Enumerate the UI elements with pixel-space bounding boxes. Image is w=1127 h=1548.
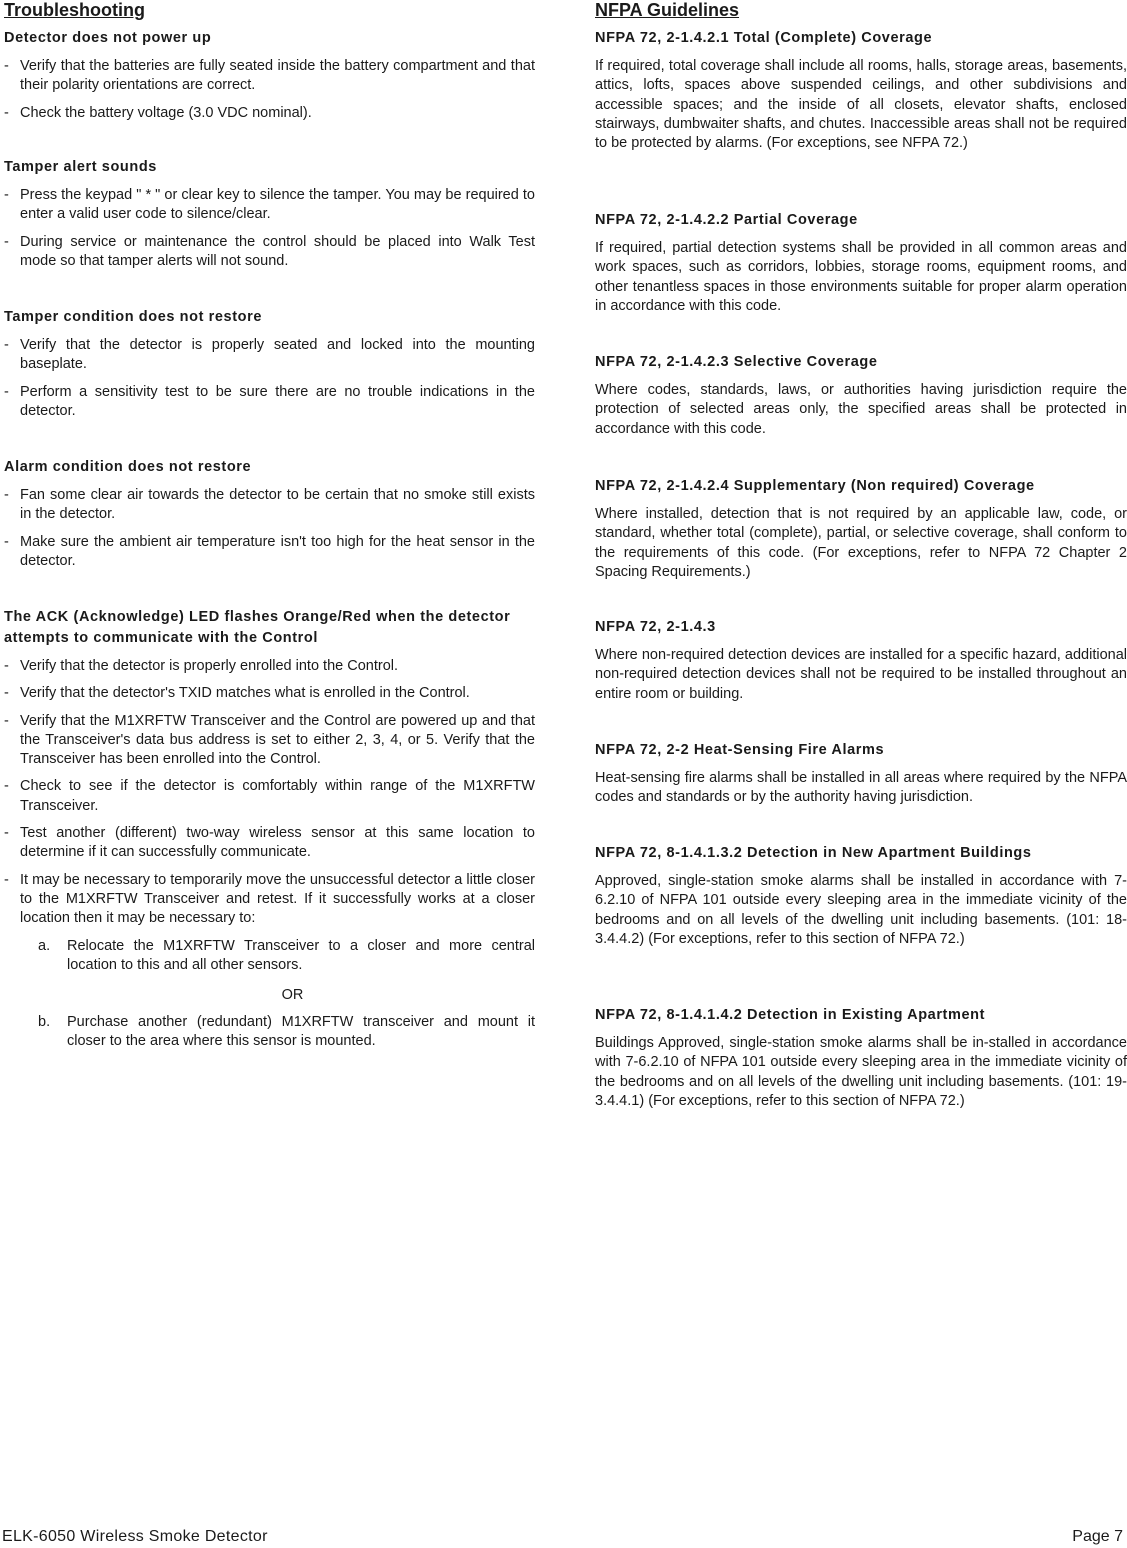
bullet-list <box>4 486 535 571</box>
section-heading: NFPA 72, 2-1.4.2.2 Partial Coverage <box>595 212 858 228</box>
or-separator: OR <box>281 987 304 1004</box>
list-item: - Check to see if the detector is comfortably within range of the M1XRFTW Transceiver. <box>4 777 535 816</box>
nfpa-section-2-1-4-3 <box>595 617 1127 704</box>
section-heading: Tamper condition does not restore <box>4 309 263 325</box>
section-body: Where non-required detection devices are installed for a specific hazard, additional non-required detection devices shall not be required to be installed throughout an entire room or building. <box>595 647 1127 702</box>
list-item: - Fan some clear air towards the detector to be certain that no smoke still exists in the detector. <box>4 486 535 525</box>
section-heading: NFPA 72, 2-1.4.2.1 Total (Complete) Coverage <box>595 30 933 46</box>
sub-list-item <box>20 1013 535 1052</box>
section-body: Where installed, detection that is not required by an applicable law, code, or standard, whether total (complete), partial, or selective coverage, shall conform to the requirements of this code. (For exceptions, refer to NFPA 72 Chapter 2 Spacing Requirements.) <box>595 506 1127 580</box>
section-heading: Detector does not power up <box>4 30 212 46</box>
bullet-list <box>4 57 535 123</box>
bullet-list <box>4 657 535 1052</box>
nfpa-section-heat-sensing <box>595 740 1127 808</box>
section-body: Buildings Approved, single-station smoke alarms shall be in-stalled in accordance with 7-6.2.10 of NFPA 101 outside every sleeping area in the immediate vicinity of the bedrooms and on all levels of the dwelling unit including basements. (101: 19-3.4.4.1) (For exceptions, refer to this section of NFPA 72.) <box>595 1035 1127 1109</box>
section-body: Heat-sensing fire alarms shall be installed in all areas where required by the NFPA codes and standards or by the authority having jurisdiction. <box>595 770 1127 806</box>
section-body: If required, partial detection systems shall be provided in all common areas and work spaces, such as corridors, lobbies, storage rooms, equipment rooms, and other tenantless spaces in those environments suitable for proper alarm operation in accordance with this code. <box>595 240 1127 314</box>
footer-page-number: Page 7 <box>1072 1528 1123 1545</box>
bullet-list <box>4 186 535 271</box>
section-heading: NFPA 72, 2-1.4.2.4 Supplementary (Non required) Coverage <box>595 478 1035 494</box>
nfpa-section-existing-apartment <box>595 1005 1127 1111</box>
list-item: - During service or maintenance the control should be placed into Walk Test mode so that tamper alerts will not sound. <box>4 233 535 272</box>
list-item: - Make sure the ambient air temperature isn't too high for the heat sensor in the detector. <box>4 533 535 572</box>
sub-list <box>20 937 535 976</box>
nfpa-section-selective <box>595 352 1127 439</box>
ts-section-tamper-alert <box>4 157 535 271</box>
sub-list-item <box>20 937 535 976</box>
section-body: If required, total coverage shall include all rooms, halls, storage areas, basements, attics, lofts, spaces above suspended ceilings, and other subdivisions and accessible spaces; and the inside of all closets, elevator shafts, enclosed stairways, dumbwaiter shafts, and chutes. Inaccessible areas shall not be required to be protected by alarms. (For exceptions, see NFPA 72.) <box>595 58 1127 152</box>
list-item-text: It may be necessary to temporarily move the unsuccessful detector a little closer to the M1XRFTW Transceiver and retest. If it successfully works at a closer location then it may be necessary to: <box>20 871 535 927</box>
section-body: Where codes, standards, laws, or authorities having jurisdiction require the protection of selected areas only, the specified areas shall be protected in accordance with this code. <box>595 382 1127 437</box>
page-footer <box>2 1527 1123 1547</box>
nfpa-section-new-apartment <box>595 843 1127 949</box>
nfpa-column <box>595 0 1127 1109</box>
list-item: - Perform a sensitivity test to be sure there are no trouble indications in the detector. <box>4 383 535 422</box>
sub-item-letter: b. <box>38 1014 51 1031</box>
list-item: - Verify that the detector's TXID matches what is enrolled in the Control. <box>4 684 535 703</box>
ts-section-tamper-restore <box>4 307 535 421</box>
footer-product-name: ELK-6050 Wireless Smoke Detector <box>2 1528 268 1545</box>
sub-item-text: Purchase another (redundant) M1XRFTW transceiver and mount it closer to the area where this sensor is mounted. <box>67 1014 535 1050</box>
section-heading: NFPA 72, 8-1.4.1.4.2 Detection in Existing Apartment <box>595 1007 986 1023</box>
list-item <box>4 871 535 1052</box>
list-item: - Verify that the detector is properly enrolled into the Control. <box>4 657 535 676</box>
sub-list <box>20 1013 535 1052</box>
list-item: - Verify that the M1XRFTW Transceiver and the Control are powered up and that the Transceiver's data bus address is set to either 2, 3, 4, or 5. Verify that the Transceiver has been enrolled into the Control. <box>4 712 535 770</box>
section-heading: NFPA 72, 2-2 Heat-Sensing Fire Alarms <box>595 742 885 758</box>
list-item: - Check the battery voltage (3.0 VDC nominal). <box>4 104 535 123</box>
section-heading: Alarm condition does not restore <box>4 459 252 475</box>
section-body: Approved, single-station smoke alarms shall be installed in accordance with 7-6.2.10 of NFPA 101 outside every sleeping area in the immediate vicinity of the bedrooms and on all levels of the dwelling unit including basements. (101: 18-3.4.4.2) (For exceptions, refer to this section of NFPA 72.) <box>595 873 1127 947</box>
troubleshooting-title: Troubleshooting <box>4 0 145 20</box>
nfpa-section-partial <box>595 210 1127 316</box>
section-heading: Tamper alert sounds <box>4 159 157 175</box>
section-heading: NFPA 72, 8-1.4.1.3.2 Detection in New Apartment Buildings <box>595 845 1032 861</box>
list-item: - Verify that the detector is properly seated and locked into the mounting baseplate. <box>4 336 535 375</box>
nfpa-section-supplementary <box>595 476 1127 582</box>
ts-section-alarm-restore <box>4 457 535 571</box>
bullet-list <box>4 336 535 421</box>
troubleshooting-column <box>4 0 535 1050</box>
section-heading: The ACK (Acknowledge) LED flashes Orange/Red when the detector attempts to communicate with the Control <box>4 609 511 646</box>
sub-item-text: Relocate the M1XRFTW Transceiver to a closer and more central location to this and all other sensors. <box>67 937 535 973</box>
ts-section-ack-led <box>4 607 535 1052</box>
ts-section-power <box>4 28 535 123</box>
sub-item-letter: a. <box>38 937 51 954</box>
list-item: - Press the keypad " * " or clear key to silence the tamper. You may be required to enter a valid user code to silence/clear. <box>4 186 535 225</box>
nfpa-section-total <box>595 28 1127 153</box>
nfpa-title: NFPA Guidelines <box>595 0 740 20</box>
list-item: - Verify that the batteries are fully seated inside the battery compartment and that their polarity orientations are correct. <box>4 57 535 96</box>
section-heading: NFPA 72, 2-1.4.2.3 Selective Coverage <box>595 354 878 370</box>
list-item: - Test another (different) two-way wireless sensor at this same location to determine if it can successfully communicate. <box>4 824 535 863</box>
section-heading: NFPA 72, 2-1.4.3 <box>595 619 716 635</box>
